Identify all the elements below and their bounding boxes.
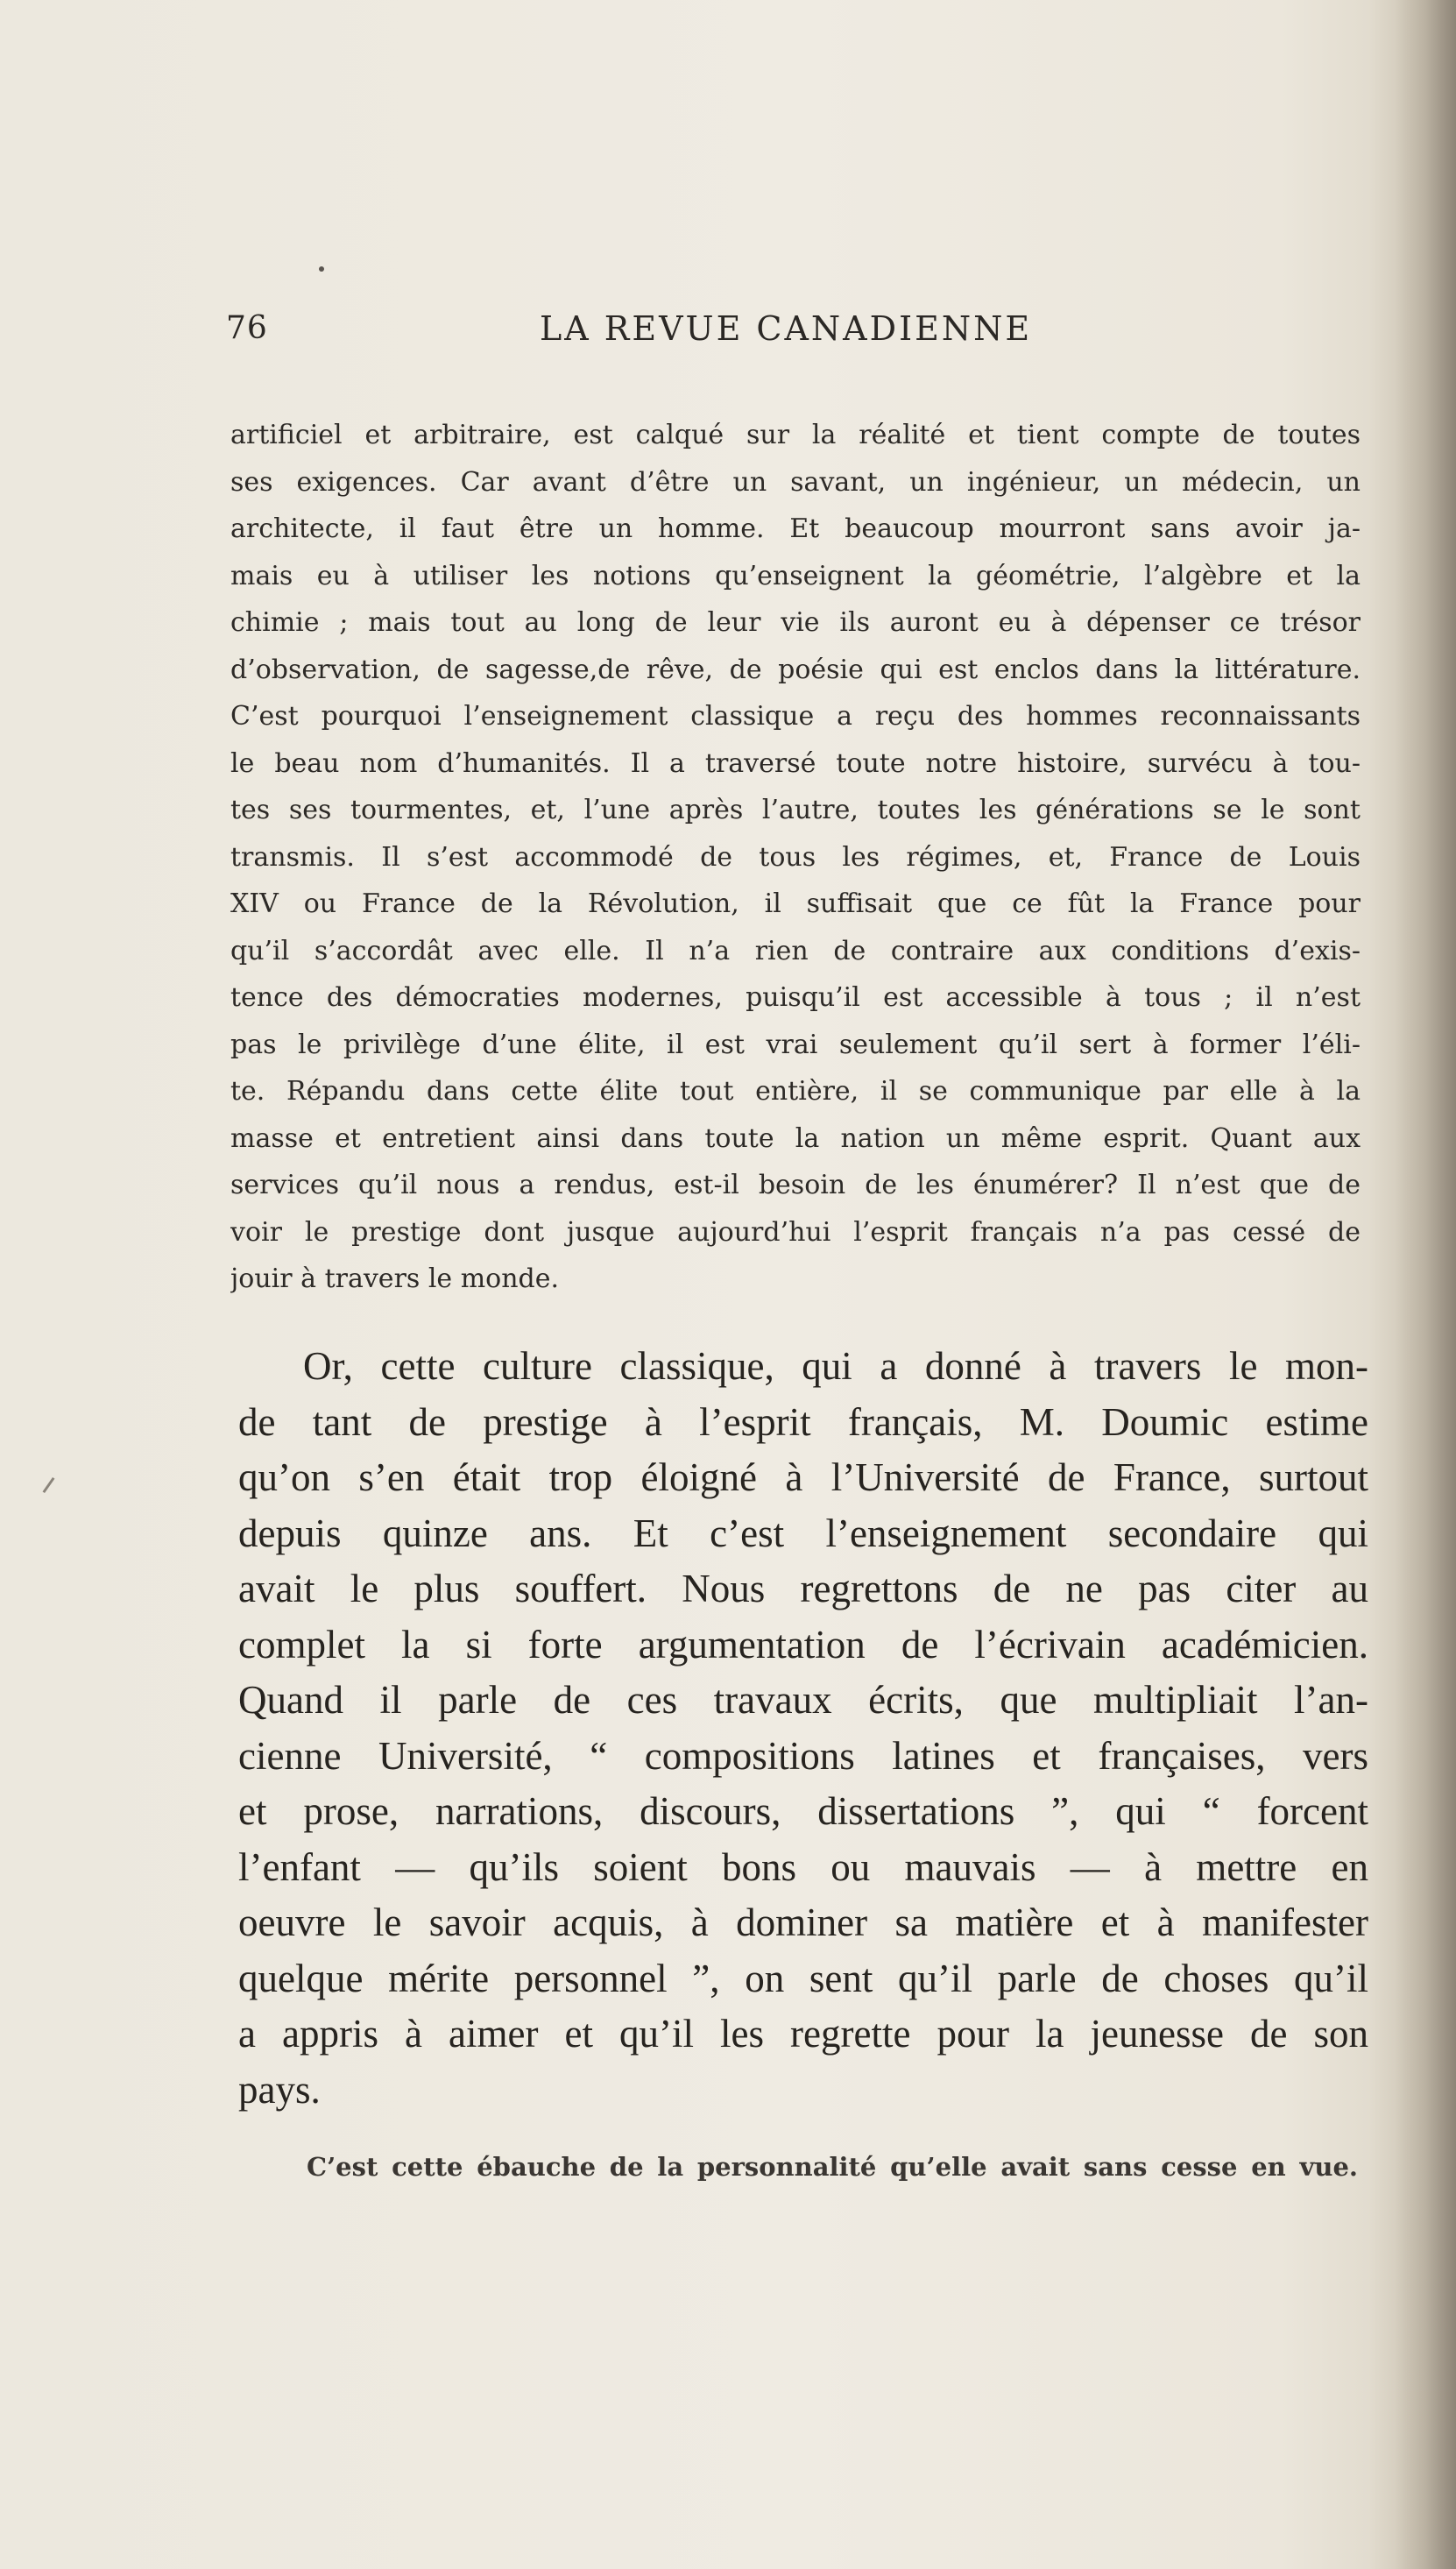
text-line: a appris à aimer et qu’il les regrette pour la jeunesse de son bbox=[238, 2012, 1368, 2056]
text-line: architecte, il faut être un homme. Et beaucoup mourront sans avoir ja- bbox=[230, 513, 1361, 544]
text-line: Quand il parle de ces travaux écrits, que multipliait l’an- bbox=[238, 1678, 1368, 1722]
text-line: artificiel et arbitraire, est calqué sur la réalité et tient compte de toutes bbox=[230, 420, 1361, 450]
text-line: Or, cette culture classique, qui a donné à travers le mon- bbox=[303, 1344, 1368, 1388]
text-line: tes ses tourmentes, et, l’une après l’autre, toutes les générations se le sont bbox=[230, 795, 1361, 825]
text-line: et prose, narrations, discours, dissertations ”, qui “ forcent bbox=[238, 1789, 1368, 1833]
text-line: mais eu à utiliser les notions qu’enseignent la géométrie, l’algèbre et la bbox=[230, 560, 1361, 591]
binding-shadow bbox=[1395, 0, 1456, 2569]
text-line: services qu’il nous a rendus, est-il besoin de les énumérer? Il n’est que de bbox=[230, 1170, 1361, 1200]
text-line: C’est pourquoi l’enseignement classique a reçu des hommes reconnaissants bbox=[230, 701, 1361, 732]
text-line: l’enfant — qu’ils soient bons ou mauvais — à mettre en bbox=[238, 1844, 1368, 1889]
text-line: complet la si forte argumentation de l’écrivain académicien. bbox=[238, 1622, 1368, 1667]
text-line: jouir à travers le monde. bbox=[230, 1263, 560, 1294]
text-line: oeuvre le savoir acquis, à dominer sa matière et à manifester bbox=[238, 1900, 1368, 1944]
text-line: pays. bbox=[238, 2067, 321, 2112]
text-line: chimie ; mais tout au long de leur vie ils auront eu à dépenser ce trésor bbox=[230, 607, 1361, 638]
page-header bbox=[226, 307, 1050, 350]
main-paragraph bbox=[238, 1339, 1368, 2118]
page-number: 76 bbox=[226, 310, 268, 346]
text-line: cienne Université, “ compositions latines et françaises, vers bbox=[238, 1733, 1368, 1778]
text-line: depuis quinze ans. Et c’est l’enseignement secondaire qui bbox=[238, 1511, 1368, 1555]
running-title: LA REVUE CANADIENNE bbox=[540, 309, 1033, 348]
text-line: te. Répandu dans cette élite tout entière, il se communique par elle à la bbox=[230, 1076, 1361, 1107]
text-line: le beau nom d’humanités. Il a traversé toute notre histoire, survécu à tou- bbox=[230, 747, 1361, 779]
text-line: qu’il s’accordât avec elle. Il n’a rien de contraire aux conditions d’exis- bbox=[230, 935, 1361, 966]
text-line: quelque mérite personnel ”, on sent qu’il parle de choses qu’il bbox=[238, 1956, 1368, 2000]
text-line: qu’on s’en était trop éloigné à l’Université de France, surtout bbox=[238, 1455, 1368, 1499]
text-line: tence des démocraties modernes, puisqu’il est accessible à tous ; il n’est bbox=[230, 982, 1361, 1013]
text-line: avait le plus souffert. Nous regrettons de ne pas citer au bbox=[238, 1567, 1368, 1610]
ink-speck bbox=[319, 266, 324, 272]
closing-line: C’est cette ébauche de la personnalité qu’elle avait sans cesse en vue. bbox=[307, 2152, 1358, 2182]
text-line: ses exigences. Car avant d’être un savant, un ingénieur, un médecin, un bbox=[230, 466, 1361, 498]
text-line: masse et entretient ainsi dans toute la nation un même esprit. Quant aux bbox=[230, 1122, 1361, 1154]
quoted-paragraph bbox=[230, 412, 1361, 1303]
text-line: transmis. Il s’est accommodé de tous les régimes, et, France de Louis bbox=[230, 841, 1361, 873]
text-line: de tant de prestige à l’esprit français, M. Doumic estime bbox=[238, 1399, 1368, 1444]
text-line: d’observation, de sagesse,de rêve, de poésie qui est enclos dans la littérature. bbox=[230, 654, 1361, 685]
text-line: XIV ou France de la Révolution, il suffisait que ce fût la France pour bbox=[230, 888, 1361, 919]
text-line: pas le privilège d’une élite, il est vrai seulement qu’il sert à former l’éli- bbox=[230, 1029, 1361, 1060]
text-line: voir le prestige dont jusque aujourd’hui l’esprit français n’a pas cessé de bbox=[230, 1216, 1361, 1248]
